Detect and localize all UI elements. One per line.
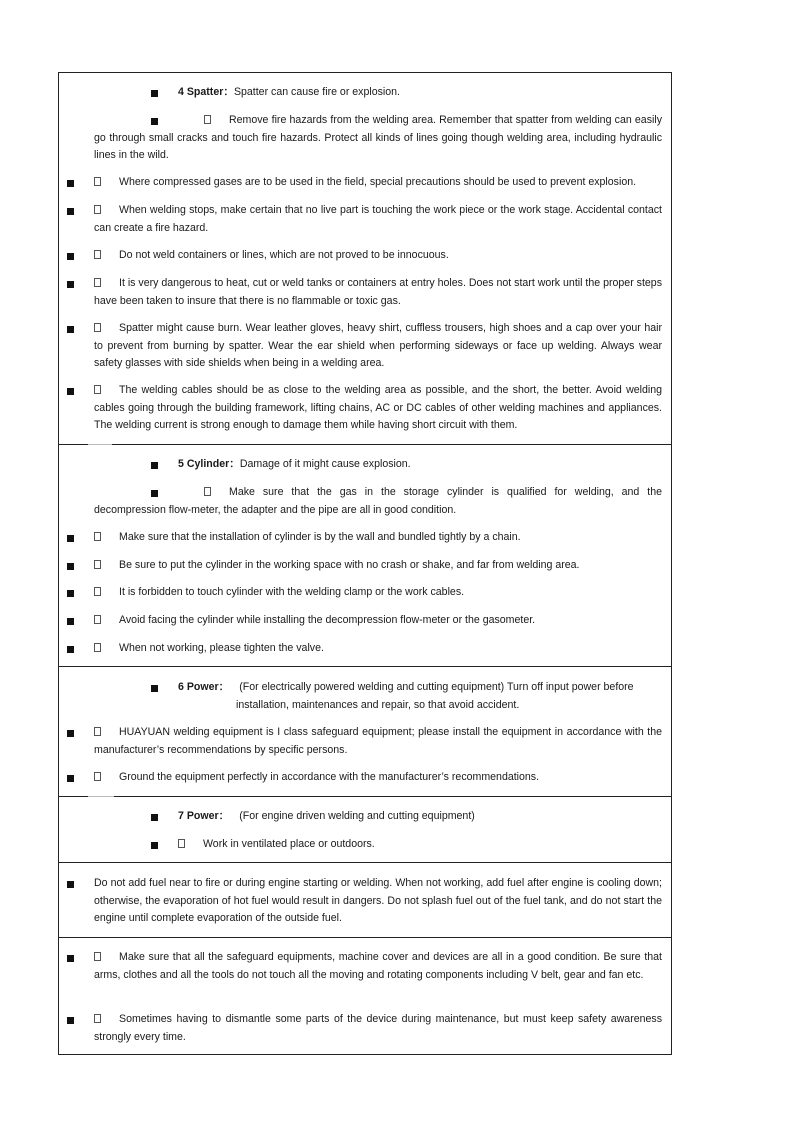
missing-glyph-icon (94, 385, 101, 394)
bullet-square (67, 281, 74, 288)
section-divider (58, 796, 671, 797)
bullet-square (67, 180, 74, 187)
missing-glyph-icon (204, 115, 211, 124)
missing-glyph-icon (94, 323, 101, 332)
section-divider (58, 444, 671, 445)
missing-glyph-icon (178, 839, 185, 848)
list-item (94, 1011, 662, 1046)
section-5-lead (94, 484, 662, 519)
section-4-lead (94, 112, 662, 165)
bullet-square (67, 618, 74, 625)
missing-glyph-icon (204, 487, 211, 496)
list-item (94, 529, 662, 547)
bullet-square (67, 1017, 74, 1024)
section-6-heading-line (178, 679, 662, 714)
bullet-square (151, 90, 158, 97)
section-heading: 7 Power： (178, 810, 230, 822)
bullet-square (67, 730, 74, 737)
list-item-text: Make sure that all the safeguard equipments, machine cover and devices are all in a good condition. Be sure that arms, clothes and all the tools do not touch all the moving and rotating components including V belt, gear and fan etc. (94, 951, 662, 981)
bullet-square (67, 590, 74, 597)
section-subtitle: (For electrically powered welding and cutting equipment) Turn off input power before installation, maintenances and repair, so that avoid accident. (236, 681, 634, 711)
scan-mark (88, 444, 112, 445)
list-item (94, 202, 662, 237)
bullet-square (67, 326, 74, 333)
missing-glyph-icon (94, 250, 101, 259)
bullet-square (151, 842, 158, 849)
section-4-heading-line (178, 84, 662, 102)
section-7-heading-line (178, 808, 662, 826)
fuel-warning (94, 875, 662, 928)
section-subtitle: Spatter can cause fire or explosion. (233, 86, 400, 98)
section-subtitle: (For engine driven welding and cutting equipment) (239, 810, 475, 822)
list-item (94, 612, 662, 630)
bullet-square (151, 462, 158, 469)
missing-glyph-icon (94, 177, 101, 186)
missing-glyph-icon (94, 532, 101, 541)
list-item (94, 724, 662, 759)
list-item-text: Be sure to put the cylinder in the working space with no crash or shake, and far from welding area. (119, 559, 580, 571)
bullet-square (67, 955, 74, 962)
section-5-heading-line (178, 456, 662, 474)
list-item (94, 584, 662, 602)
bullet-square (67, 881, 74, 888)
list-item (94, 949, 662, 984)
list-item (94, 769, 662, 787)
list-item-text: Avoid facing the cylinder while installing the decompression flow-meter or the gasometer. (119, 614, 536, 626)
list-item (94, 275, 662, 310)
lead-text: Remove fire hazards from the welding area. Remember that spatter from welding can easily go through small cracks and touch fire hazards. Protect all kinds of lines going though welding area, including hydraulic lines in the wild. (94, 114, 662, 162)
list-item-text: When not working, please tighten the valve. (119, 642, 324, 654)
section-divider (58, 937, 671, 938)
section-7-lead (178, 836, 662, 854)
missing-glyph-icon (94, 1014, 101, 1023)
lead-text: Make sure that the gas in the storage cylinder is qualified for welding, and the decompression flow-meter, the adapter and the pipe are all in good condition. (94, 486, 662, 516)
section-divider (58, 666, 671, 667)
missing-glyph-icon (94, 560, 101, 569)
missing-glyph-icon (94, 205, 101, 214)
fuel-warning-text: Do not add fuel near to fire or during engine starting or welding. When not working, add fuel after engine is cooling down; otherwise, the evaporation of hot fuel would result in dangers. Do not splash fuel out of the fuel tank, and do not start the engine until complete evaporation of the outside fuel. (94, 877, 662, 925)
list-item (94, 382, 662, 435)
list-item-text: Spatter might cause burn. Wear leather gloves, heavy shirt, cuffless trousers, high shoes and a cap over your hair to prevent from burning by spatter. Wear the ear shield when performing sideways or face up welding. Always wear safety glasses with side shields when being in a welding area. (94, 322, 662, 370)
section-heading: 5 Cylinder： (178, 458, 240, 470)
list-item-text: Sometimes having to dismantle some parts of the device during maintenance, but must keep safety awareness strongly every time. (94, 1013, 662, 1043)
bullet-square (67, 253, 74, 260)
section-subtitle: Damage of it might cause explosion. (239, 458, 411, 470)
missing-glyph-icon (94, 727, 101, 736)
list-item (94, 320, 662, 373)
section-heading: 4 Spatter： (178, 86, 234, 98)
bullet-square (67, 646, 74, 653)
list-item-text: Ground the equipment perfectly in accordance with the manufacturer’s recommendations. (119, 771, 540, 783)
list-item-text: Make sure that the installation of cylinder is by the wall and bundled tightly by a chain. (119, 531, 521, 543)
missing-glyph-icon (94, 772, 101, 781)
section-heading: 6 Power： (178, 681, 230, 693)
bullet-square (67, 388, 74, 395)
bullet-square (67, 535, 74, 542)
list-item (94, 174, 662, 192)
list-item-text: When welding stops, make certain that no live part is touching the work piece or the work stage. Accidental contact can create a fire hazard. (94, 204, 662, 234)
scan-mark (88, 796, 114, 797)
list-item-text: HUAYUAN welding equipment is I class safeguard equipment; please install the equipment in accordance with the manufacturer’s recommendations by specific persons. (94, 726, 662, 756)
missing-glyph-icon (94, 278, 101, 287)
lead-text: Work in ventilated place or outdoors. (203, 838, 375, 850)
list-item-text: It is forbidden to touch cylinder with the welding clamp or the work cables. (119, 586, 465, 598)
bullet-square (67, 775, 74, 782)
list-item (94, 640, 662, 658)
bullet-square (151, 814, 158, 821)
missing-glyph-icon (94, 643, 101, 652)
section-divider (58, 1054, 671, 1055)
missing-glyph-icon (94, 587, 101, 596)
list-item-text: Where compressed gases are to be used in the field, special precautions should be used to prevent explosion. (119, 176, 637, 188)
section-divider (58, 72, 671, 73)
bullet-square (67, 208, 74, 215)
list-item (94, 557, 662, 575)
section-divider (58, 862, 671, 863)
missing-glyph-icon (94, 615, 101, 624)
list-item-text: It is very dangerous to heat, cut or weld tanks or containers at entry holes. Does not start work until the proper steps have been taken to insure that there is no flammable or toxic gas. (94, 277, 662, 307)
missing-glyph-icon (94, 952, 101, 961)
bullet-square (67, 563, 74, 570)
list-item (94, 247, 662, 265)
bullet-square (151, 685, 158, 692)
list-item-text: The welding cables should be as close to the welding area as possible, and the short, the better. Avoid welding cables going through the building framework, lifting chains, AC or DC cables of other welding machines and appliances. The welding current is strong enough to damage them while having short circuit with them. (94, 384, 662, 432)
list-item-text: Do not weld containers or lines, which are not proved to be innocuous. (119, 249, 449, 261)
